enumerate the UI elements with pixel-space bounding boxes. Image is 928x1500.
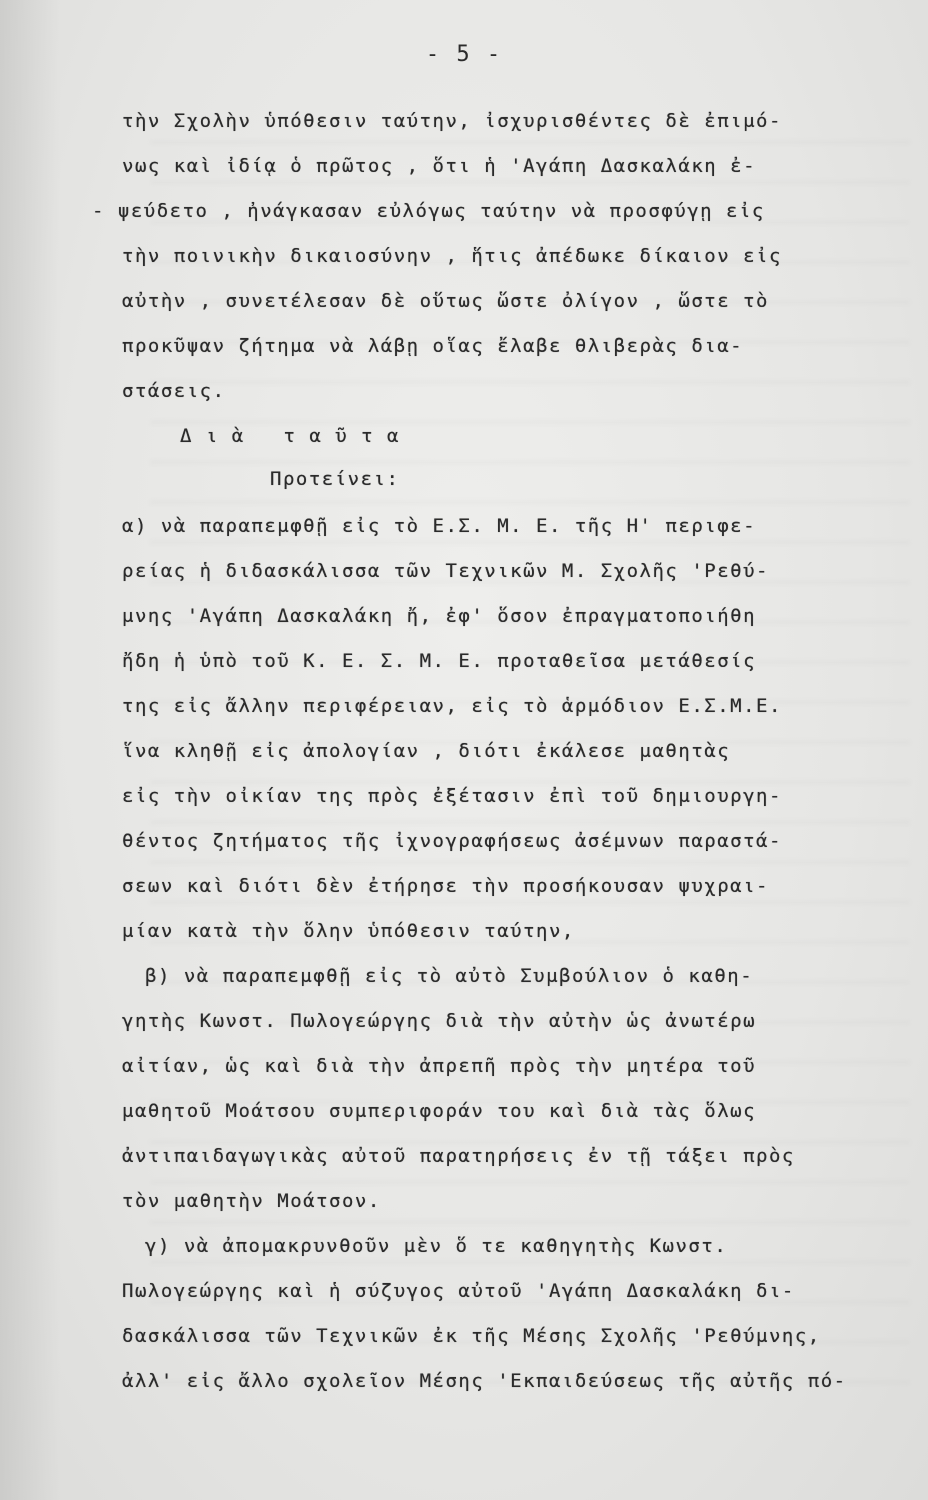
text-line: νως καὶ ἰδίᾳ ὁ πρῶτος , ὅτι ἡ 'Αγάπη Δασκαλάκη ἐ- — [122, 155, 757, 177]
text-line: ἤδη ἡ ὑπὸ τοῦ Κ. Ε. Σ. Μ. Ε. προταθεῖσα μετάθεσίς — [122, 650, 757, 672]
text-line: ἀλλ' εἰς ἄλλο σχολεῖον Μέσης 'Εκπαιδεύσεως τῆς αὐτῆς πό- — [122, 1370, 847, 1392]
bleed-through-texture — [150, 120, 910, 1420]
text-line: Πωλογεώργης καὶ ἡ σύζυγος αὐτοῦ 'Αγάπη Δασκαλάκη δι- — [122, 1280, 795, 1302]
text-line: μίαν κατὰ τὴν ὅλην ὑπόθεσιν ταύτην, — [122, 920, 575, 942]
text-line: τὴν ποινικὴν δικαιοσύνην , ἥτις ἀπέδωκε δίκαιον εἰς — [122, 245, 782, 267]
text-line: δασκάλισσα τῶν Τεχνικῶν ἐκ τῆς Μέσης Σχολῆς 'Ρεθύμνης, — [122, 1325, 821, 1347]
text-line: στάσεις. — [122, 380, 226, 402]
text-line: αὐτὴν , συνετέλεσαν δὲ οὕτως ὥστε ὀλίγον , ὥστε τὸ — [122, 290, 769, 312]
text-line: - ψεύδετο , ἠνάγκασαν εὐλόγως ταύτην νὰ προσφύγῃ εἰς — [92, 200, 765, 222]
page-edge-shadow — [0, 0, 60, 1500]
subheading: Προτείνει: — [270, 468, 400, 490]
text-line: αἰτίαν, ὡς καὶ διὰ τὴν ἀπρεπῆ πρὸς τὴν μητέρα τοῦ — [122, 1055, 757, 1077]
text-line: προκῦψαν ζήτημα νὰ λάβῃ οἵας ἔλαβε θλιβερὰς δια- — [122, 335, 744, 357]
text-line: τὸν μαθητὴν Μοάτσον. — [122, 1190, 381, 1212]
text-line: γητὴς Κωνστ. Πωλογεώργης διὰ τὴν αὐτὴν ὡς ἀνωτέρω — [122, 1010, 757, 1032]
text-line: γ) νὰ ἀπομακρυνθοῦν μὲν ὅ τε καθηγητὴς Κωνστ. — [145, 1235, 728, 1257]
text-line: σεων καὶ διότι δὲν ἐτήρησε τὴν προσήκουσαν ψυχραι- — [122, 875, 769, 897]
text-line: α) νὰ παραπεμφθῇ εἰς τὸ Ε.Σ. Μ. Ε. τῆς Η' περιφε- — [122, 515, 757, 537]
text-line: της εἰς ἄλλην περιφέρειαν, εἰς τὸ ἁρμόδιον Ε.Σ.Μ.Ε. — [122, 695, 782, 717]
text-line: ἀντιπαιδαγωγικὰς αὐτοῦ παρατηρήσεις ἐν τῇ τάξει πρὸς — [122, 1145, 795, 1167]
text-line: μαθητοῦ Μοάτσου συμπεριφοράν του καὶ διὰ τὰς ὅλως — [122, 1100, 757, 1122]
text-line: ρείας ἡ διδασκάλισσα τῶν Τεχνικῶν Μ. Σχολῆς 'Ρεθύ- — [122, 560, 769, 582]
page-number: - 5 - — [425, 42, 503, 67]
section-heading: Δ ι ὰ τ α ῦ τ α — [180, 425, 400, 447]
text-line: β) νὰ παραπεμφθῇ εἰς τὸ αὐτὸ Συμβούλιον ὁ καθη- — [145, 965, 754, 987]
text-line: ἵνα κληθῇ εἰς ἀπολογίαν , διότι ἐκάλεσε μαθητὰς — [122, 740, 731, 762]
text-line: εἰς τὴν οἰκίαν της πρὸς ἐξέτασιν ἐπὶ τοῦ δημιουργη- — [122, 785, 782, 807]
text-line: μνης 'Αγάπη Δασκαλάκη ἤ, ἐφ' ὅσον ἐπραγματοποιήθη — [122, 605, 757, 627]
text-line: θέντος ζητήματος τῆς ἰχνογραφήσεως ἀσέμνων παραστά- — [122, 830, 782, 852]
text-line: τὴν Σχολὴν ὑπόθεσιν ταύτην, ἰσχυρισθέντες δὲ ἐπιμό- — [122, 110, 782, 132]
